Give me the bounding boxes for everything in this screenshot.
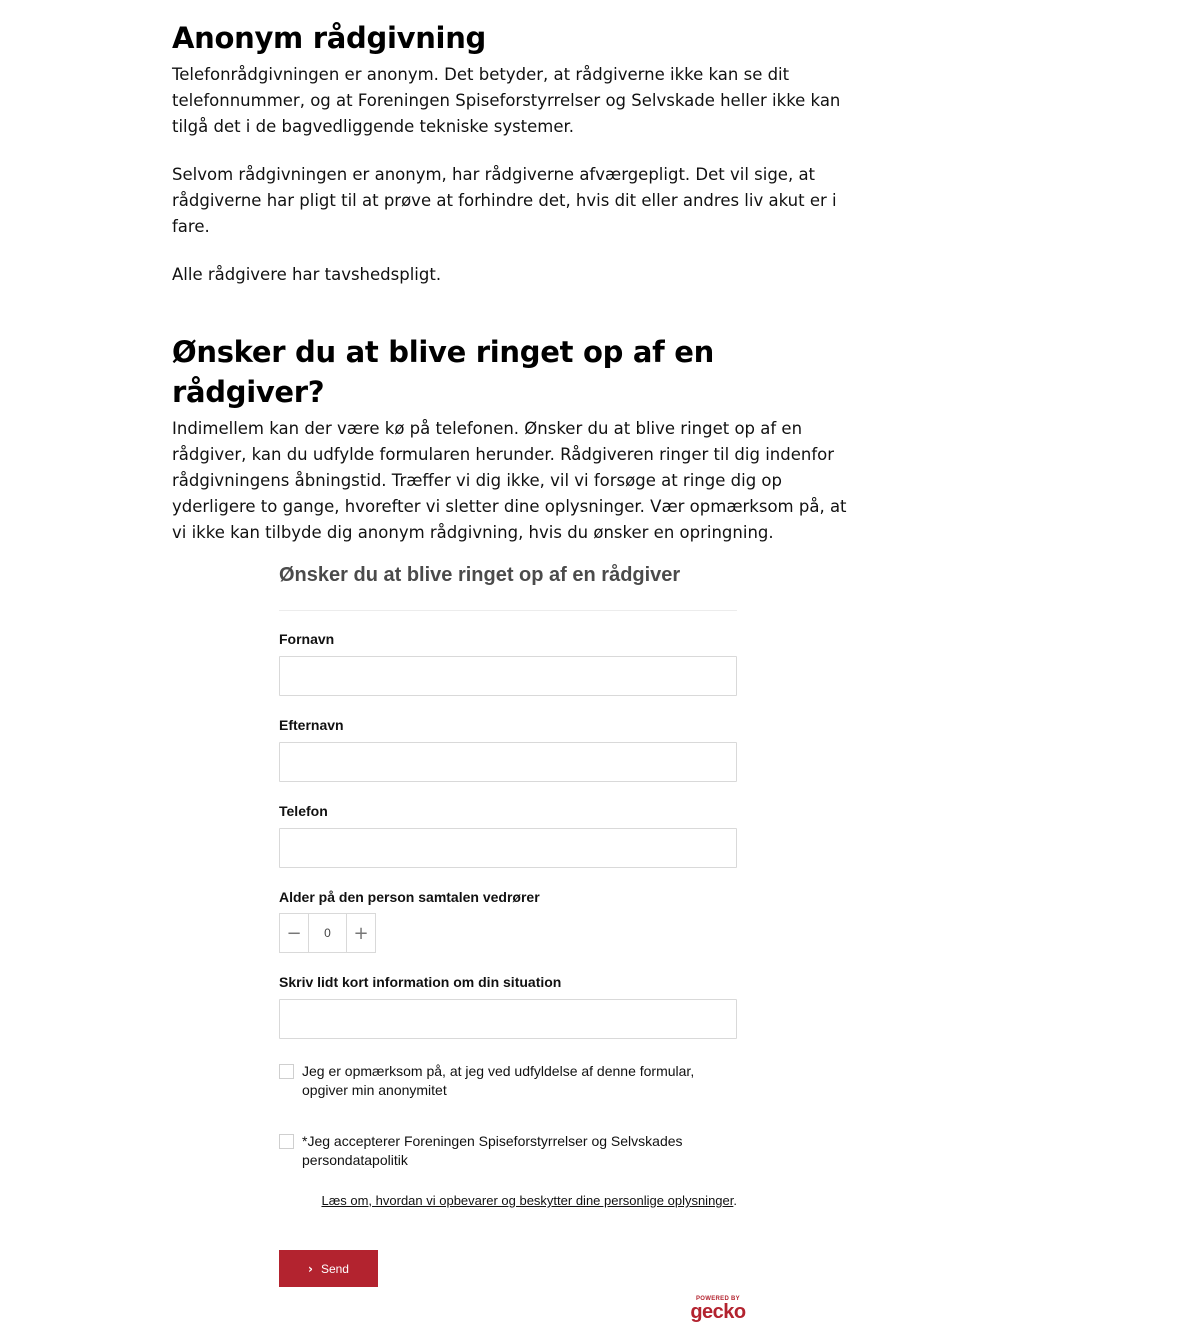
situation-input[interactable] [279, 999, 737, 1039]
last-name-input[interactable] [279, 742, 737, 782]
age-decrement-button[interactable]: − [286, 922, 302, 944]
intro-paragraph-1: Telefonrådgivningen er anonym. Det betyder, at rådgiverne ikke kan se dit telefonnummer, og at Foreningen Spiseforstyrrelser og Selvskade heller ikke kan tilgå det i de bagvedliggende tekniske systemer. [172, 65, 841, 136]
privacy-note [279, 1192, 737, 1210]
first-name-label: Fornavn [279, 631, 335, 647]
age-increment-button[interactable]: + [353, 922, 369, 944]
page-title: Anonym rådgivning [172, 21, 486, 55]
phone-label: Telefon [279, 803, 328, 819]
callback-form [279, 560, 737, 1287]
situation-label: Skriv lidt kort information om din situation [279, 974, 562, 990]
consent-privacy-label: *Jeg accepterer Foreningen Spiseforstyrrelser og Selvskades persondatapolitik [302, 1133, 683, 1168]
section-title-callback: Ønsker du at blive ringet op af en rådgiver? [172, 335, 714, 409]
send-button[interactable] [279, 1250, 378, 1287]
intro-paragraph-3: Alle rådgivere har tavshedspligt. [172, 265, 442, 284]
last-name-label: Efternavn [279, 717, 344, 733]
first-name-input[interactable] [279, 656, 737, 696]
age-value[interactable]: 0 [308, 914, 347, 952]
form-title: Ønsker du at blive ringet op af en rådgiver [279, 560, 737, 611]
consent-privacy-row [279, 1132, 737, 1170]
powered-by-text: POWERED BY [695, 1296, 740, 1302]
powered-by-logo[interactable] [688, 1296, 748, 1321]
section-paragraph-callback: Indimellem kan der være kø på telefonen. Ønsker du at blive ringet op af en rådgiver, kan du udfylde formularen herunder. Rådgiveren ringer til dig indenfor rådgivningens åbningstid. Træffer vi dig ikke, vil vi forsøge at ringe dig op yderligere to gange, hvorefter vi sletter dine oplysninger. Vær opmærksom på, at vi ikke kan tilbyde dig anonym rådgivning, hvis du ønsker en opringning. [172, 419, 847, 542]
age-label: Alder på den person samtalen vedrører [279, 889, 540, 905]
consent-anonymity-checkbox[interactable] [279, 1064, 294, 1079]
send-label: Send [320, 1261, 349, 1276]
consent-privacy-checkbox[interactable] [279, 1134, 294, 1149]
privacy-suffix: . [733, 1193, 737, 1208]
intro-paragraph-2: Selvom rådgivningen er anonym, har rådgiverne afværgepligt. Det vil sige, at rådgiverne har pligt til at prøve at forhindre det, hvis dit eller andres liv akut er i fare. [172, 165, 837, 236]
gecko-logo: gecko [690, 1301, 746, 1323]
consent-anonymity-row [279, 1062, 737, 1100]
phone-input[interactable] [279, 828, 737, 868]
chevron-right-icon: › [308, 1261, 313, 1276]
article [172, 18, 852, 546]
age-stepper [279, 913, 376, 953]
privacy-policy-link[interactable]: Læs om, hvordan vi opbevarer og beskytter dine personlige oplysninger [321, 1193, 734, 1208]
consent-anonymity-label: Jeg er opmærksom på, at jeg ved udfyldelse af denne formular, opgiver min anonymitet [302, 1063, 695, 1098]
